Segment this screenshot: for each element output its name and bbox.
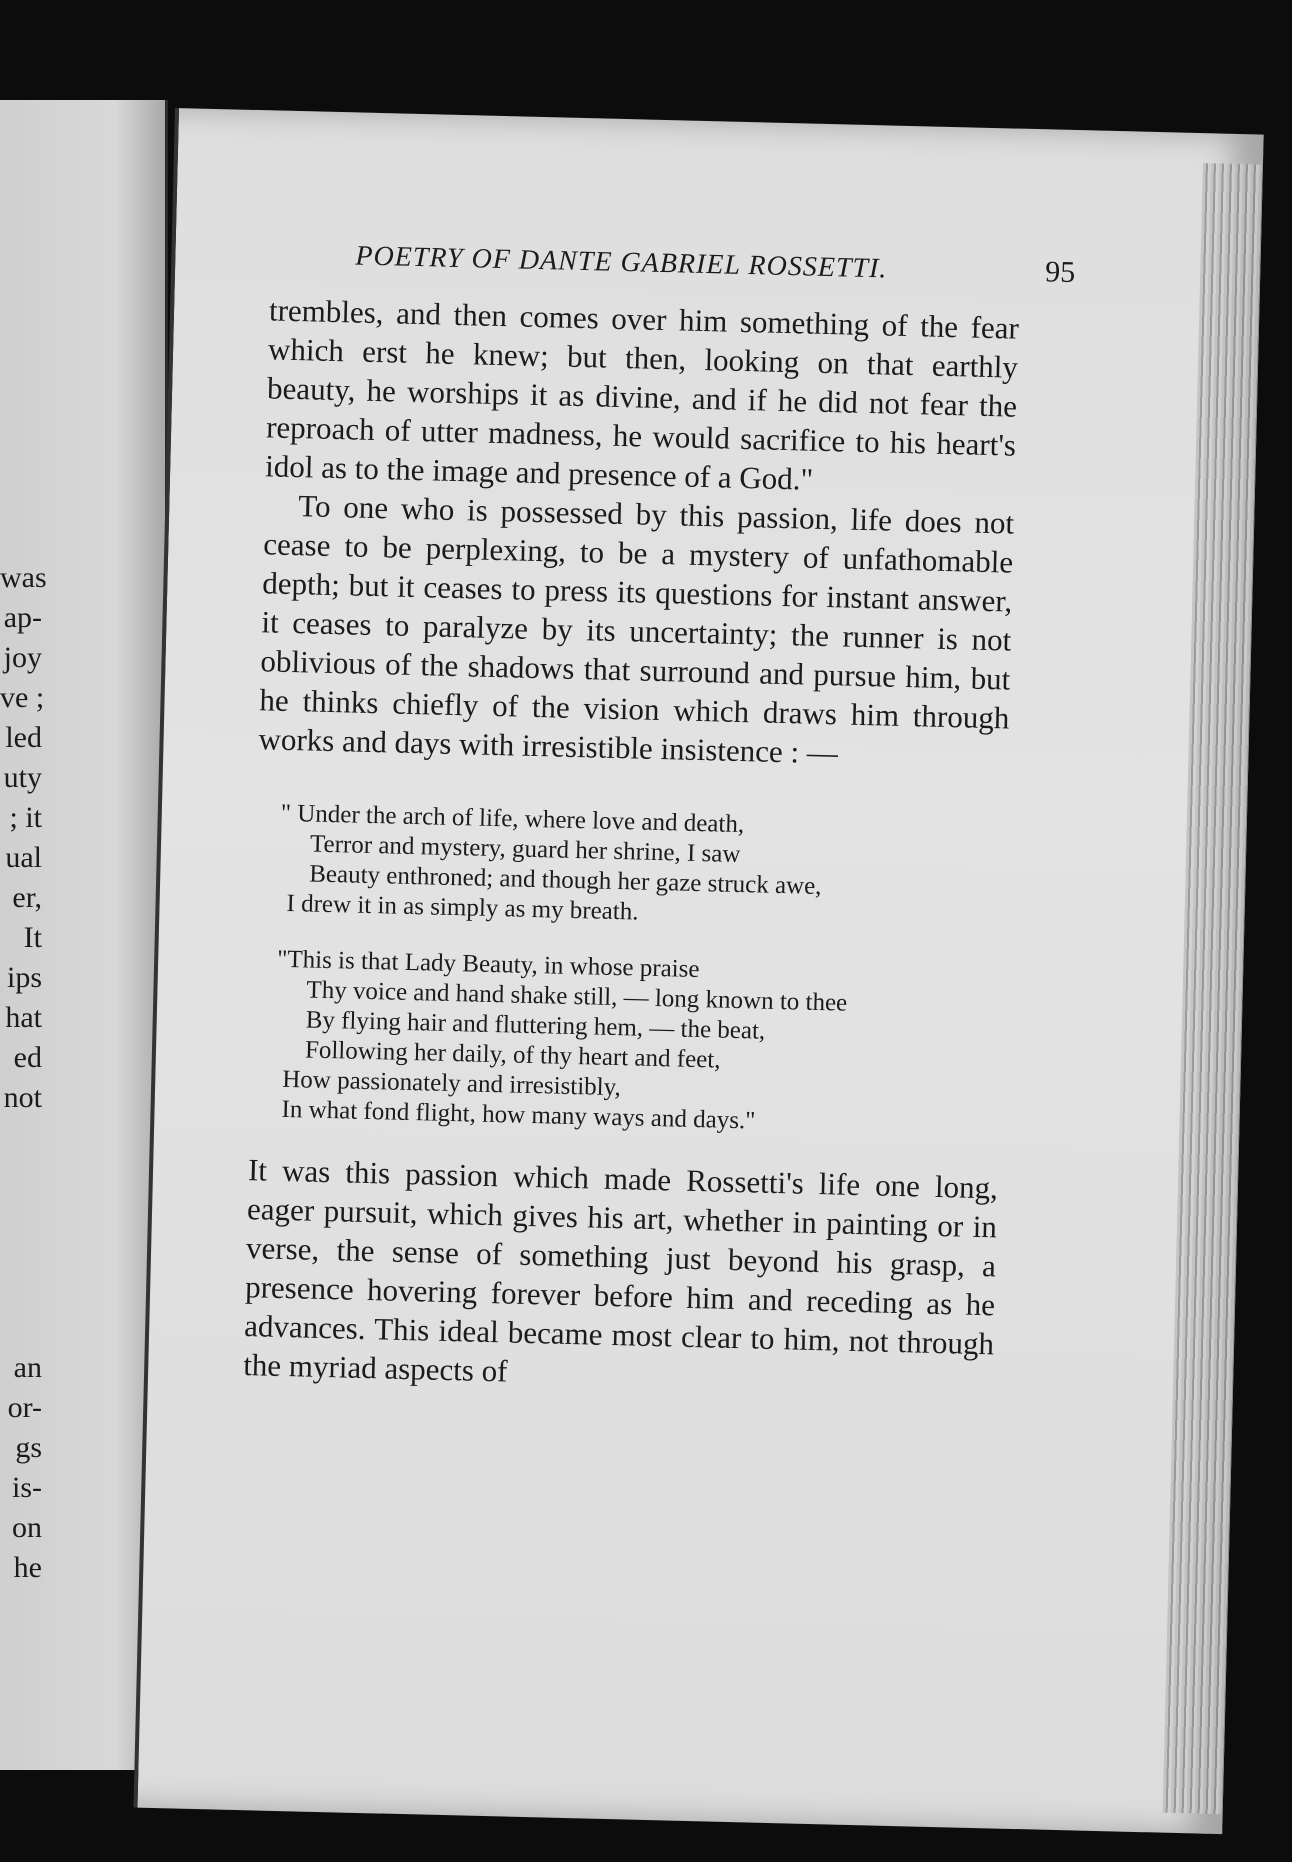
left-word: It — [23, 921, 42, 954]
poem-line: In what fond flight, how many ways and days." — [281, 1095, 756, 1135]
left-word: or- — [7, 1391, 42, 1424]
left-word: an — [13, 1351, 42, 1384]
poem-stanza-2 — [273, 945, 1003, 1143]
left-word: ap- — [3, 601, 42, 634]
paragraph-3: It was this passion which made Rossetti's life one long, eager pursuit, which gives his art, whether in painting or in verse, the sense of something just beyond his grasp, a presence hovering forever before him and receding as he advances. This ideal became most clear to him, not through the myriad aspects of — [242, 1152, 999, 1389]
poem-line: How passionately and irresistibly, — [281, 1065, 622, 1102]
left-page-words — [0, 558, 47, 1588]
page-edge — [1163, 163, 1263, 1814]
poem-stanza-1 — [278, 799, 1007, 937]
left-word: ed — [13, 1041, 42, 1074]
paragraph-1: trembles, and then comes over him something of the fear which erst he knew; but then, looking on that earthly beauty, he worships it as divine, and if he did not fear the reproach of utter madness, he would sacrifice to his heart's idol as to the image and presence of a God." — [264, 292, 1020, 497]
poem-line: By flying hair and fluttering hem, — the beat, — [305, 1006, 766, 1045]
poem-line: "This is that Lady Beauty, in whose praise — [276, 945, 700, 984]
right-page — [133, 108, 1263, 1834]
left-word: ips — [6, 961, 42, 994]
poem-line: I drew it in as simply as my breath. — [286, 889, 639, 926]
left-word: joy — [3, 641, 42, 674]
left-word: gs — [15, 1431, 42, 1464]
left-word: er, — [12, 881, 42, 914]
left-word: hat — [5, 1001, 42, 1034]
left-word: ual — [5, 841, 42, 874]
poem-line: Following her daily, of thy heart and feet, — [304, 1036, 721, 1074]
left-word: uty — [3, 761, 42, 794]
left-word: not — [3, 1081, 42, 1114]
page-body — [243, 290, 1020, 1402]
left-word: ve ; — [0, 681, 45, 714]
poem-line: Thy voice and hand shake still, — long known to thee — [306, 976, 848, 1017]
poem-line: Beauty enthroned; and though her gaze struck awe, — [308, 860, 822, 901]
left-word: led — [5, 721, 42, 754]
left-word: on — [12, 1511, 42, 1544]
left-word: ; it — [9, 801, 42, 834]
poem-line: Terror and mystery, guard her shrine, I saw — [309, 830, 741, 869]
left-word: is- — [12, 1471, 42, 1504]
poem-quotation — [273, 799, 1007, 1143]
running-header: POETRY OF DANTE GABRIEL ROSSETTI. — [355, 240, 888, 285]
poem-line: " Under the arch of life, where love and death, — [280, 799, 745, 839]
left-word: was — [0, 561, 47, 594]
paragraph-2: To one who is possessed by this passion, life does not cease to be perplexing, to be a mystery of unfathomable depth; but it ceases to press its questions for instant answer, it ceases to paralyze by its uncertainty; the runner is not oblivious of the shadows that surround and pursue him, but he thinks chiefly of the vision which draws him through works and days with irresistible insistence : — — [258, 488, 1015, 771]
left-word: he — [13, 1551, 42, 1584]
page-number: 95 — [1044, 255, 1076, 290]
